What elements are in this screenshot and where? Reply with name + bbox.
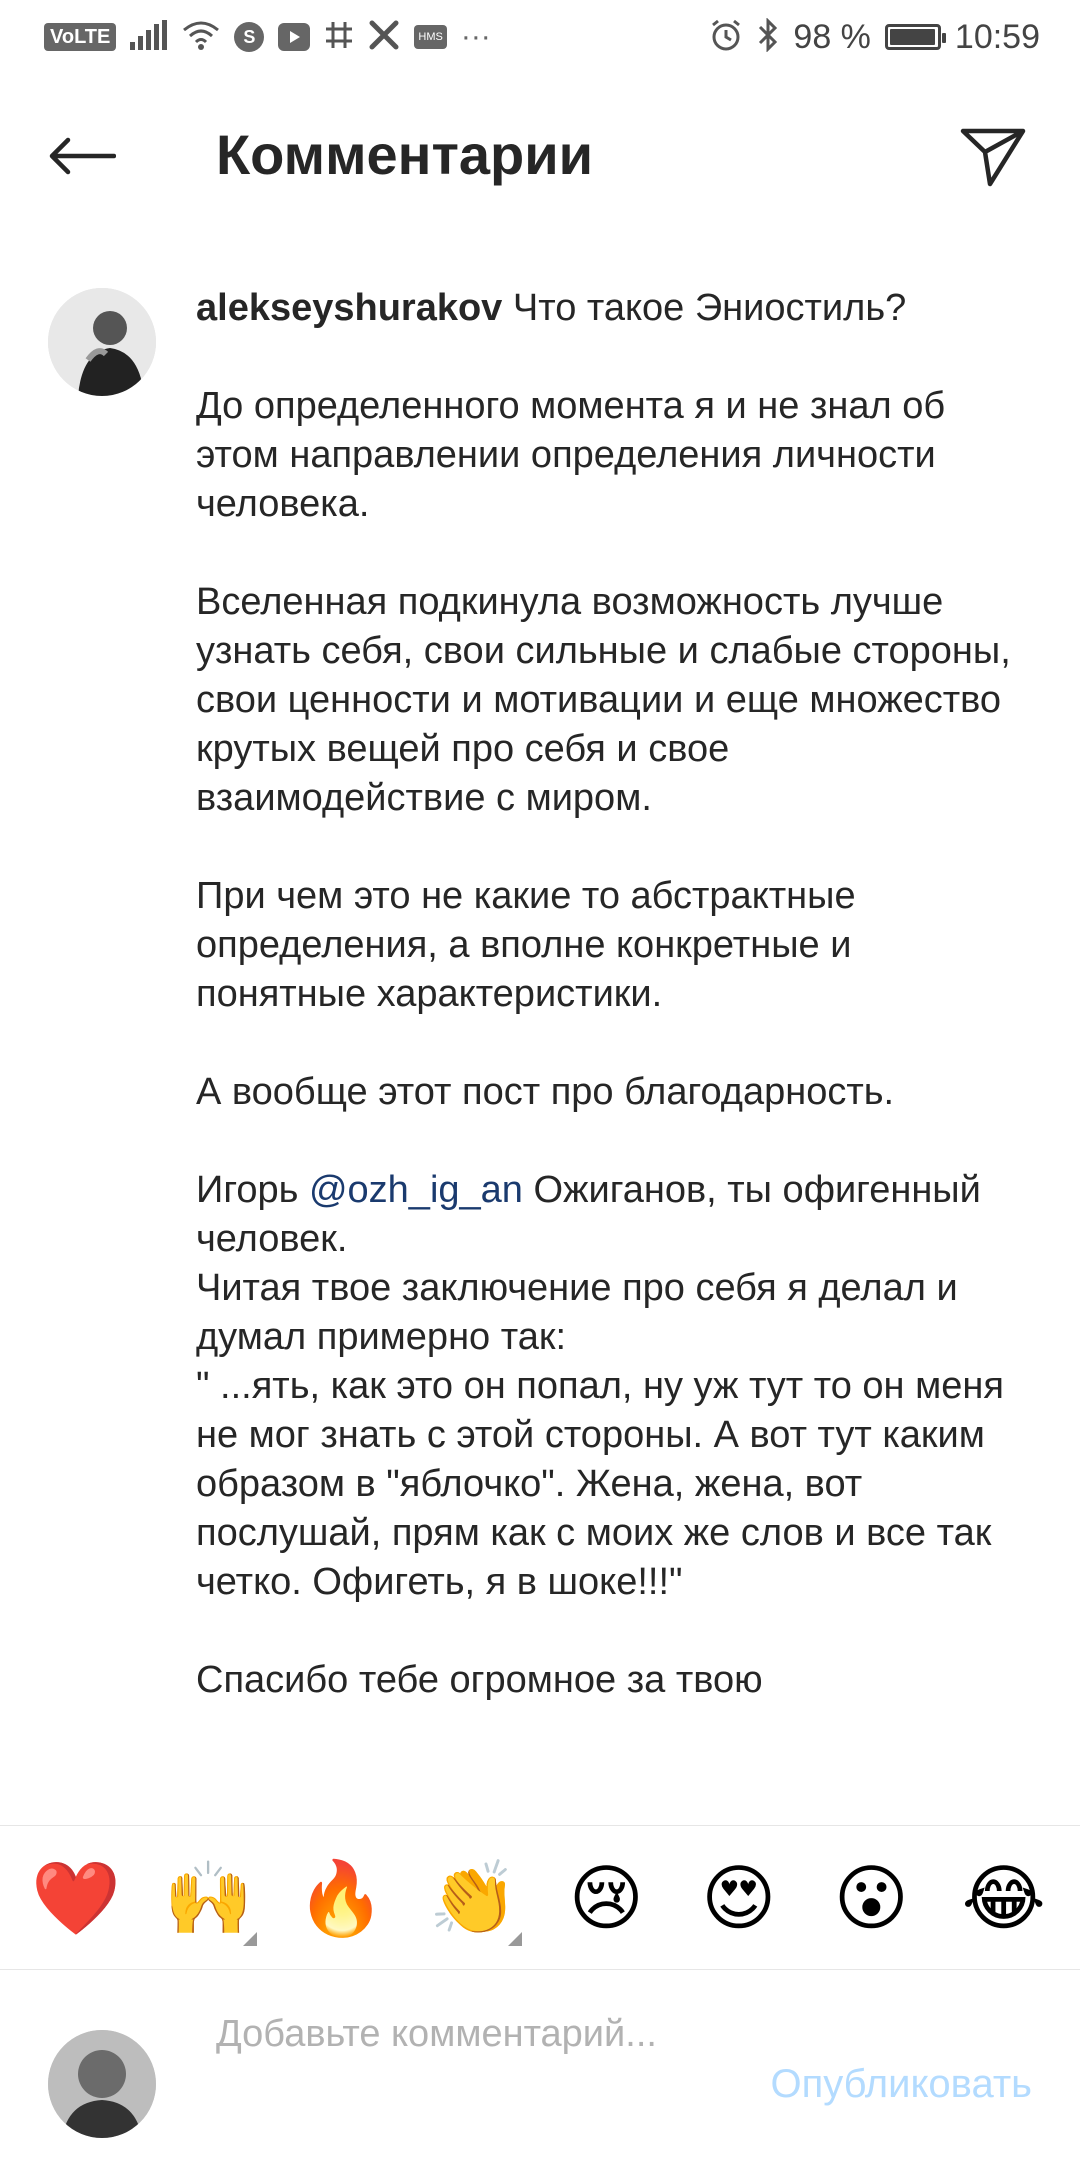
- status-bar-right: [709, 18, 1040, 57]
- comment-list[interactable]: [0, 270, 1080, 1825]
- bluetooth-icon: [757, 18, 779, 57]
- comment-input[interactable]: [216, 2010, 716, 2130]
- skin-tone-variant-icon: [508, 1932, 522, 1946]
- battery-fill: [890, 29, 935, 45]
- skype-icon: S: [234, 22, 264, 52]
- direct-share-button[interactable]: [958, 122, 1028, 192]
- emoji-red-heart-button[interactable]: ❤️: [26, 1848, 126, 1948]
- alarm-icon: [709, 18, 743, 57]
- comment-body: [196, 284, 1016, 1754]
- quick-emoji-bar: [0, 1825, 1080, 1970]
- user-mention-link[interactable]: @ozh_ig_an: [308, 1169, 523, 1211]
- clapping-hands-icon: 👏: [428, 1855, 519, 1940]
- mention-suffix: Ожиганов, ты офигенный человек.: [196, 1169, 981, 1260]
- emoji-heart-eyes-button[interactable]: 😍: [689, 1848, 789, 1948]
- youtube-icon: [278, 23, 310, 51]
- commenter-avatar[interactable]: [48, 288, 156, 396]
- comment-cut-line: Спасибо тебе огромное за твою: [196, 1659, 763, 1701]
- comment-mention-line: [196, 1166, 1016, 1264]
- back-button[interactable]: [46, 128, 118, 184]
- mention-prefix: Игорь: [196, 1169, 309, 1211]
- emoji-crying-face-button[interactable]: 😢: [556, 1848, 656, 1948]
- battery-percent: 98 %: [793, 17, 871, 56]
- tools-icon: [368, 19, 400, 56]
- comment-paragraph: Читая твое заключение про себя я делал и думал примерно так:: [196, 1267, 958, 1358]
- emoji-clapping-hands-button[interactable]: [424, 1848, 524, 1948]
- comment-username[interactable]: alekseyshurakov: [196, 287, 503, 329]
- comment-paragraph: " ...ять, как это он попал, ну уж тут то он меня не мог знать с этой стороны. А вот тут каким образом в "яблочко". Жена, жена, вот послушай, прям как с моих же слов и все так четко. Офигеть, я в шоке!!!": [196, 1365, 1004, 1603]
- emoji-open-mouth-button[interactable]: 😮: [821, 1848, 921, 1948]
- comment-paragraph: Вселенная подкинула возможность лучше узнать себя, свои сильные и слабые стороны, свои ценности и мотивации и еще множество крутых вещей про себя и свое взаимодействие с миром.: [196, 581, 1011, 819]
- skin-tone-variant-icon: [243, 1932, 257, 1946]
- comment-title: Что такое Эниостиль?: [502, 287, 907, 329]
- current-user-avatar: [48, 2030, 156, 2138]
- publish-button[interactable]: Опубликовать: [770, 2062, 1032, 2106]
- comment-first-line: [196, 284, 1016, 333]
- profile-photo-icon: [48, 2030, 156, 2138]
- comment-paragraph: При чем это не какие то абстрактные определения, а вполне конкретные и понятные характеристики.: [196, 875, 856, 1015]
- status-bar-left: [44, 19, 491, 56]
- paper-plane-icon: [960, 127, 1026, 187]
- emoji-tears-of-joy-button[interactable]: 😂: [954, 1848, 1054, 1948]
- profile-photo-icon: [48, 288, 156, 396]
- back-arrow-icon: [48, 136, 116, 176]
- raising-hands-icon: 🙌: [163, 1855, 254, 1940]
- comment-composer: [0, 1970, 1080, 2160]
- comment-paragraph: А вообще этот пост про благодарность.: [196, 1071, 895, 1113]
- page-title: Комментарии: [216, 123, 594, 186]
- clock: 10:59: [954, 17, 1040, 56]
- signal-icon: [130, 20, 168, 55]
- wifi-icon: [182, 20, 220, 55]
- battery-icon: [885, 24, 941, 50]
- emoji-fire-button[interactable]: 🔥: [291, 1848, 391, 1948]
- emoji-raising-hands-button[interactable]: [159, 1848, 259, 1948]
- more-notifications-icon: ···: [460, 20, 491, 53]
- volte-icon: VoLTE: [44, 23, 116, 51]
- header: [0, 100, 1080, 210]
- status-bar: [0, 0, 1080, 74]
- hms-icon: HMS: [414, 25, 446, 49]
- comment-paragraph: До определенного момента я и не знал об этом направлении определения личности человека.: [196, 385, 946, 525]
- grid-app-icon: [324, 20, 354, 55]
